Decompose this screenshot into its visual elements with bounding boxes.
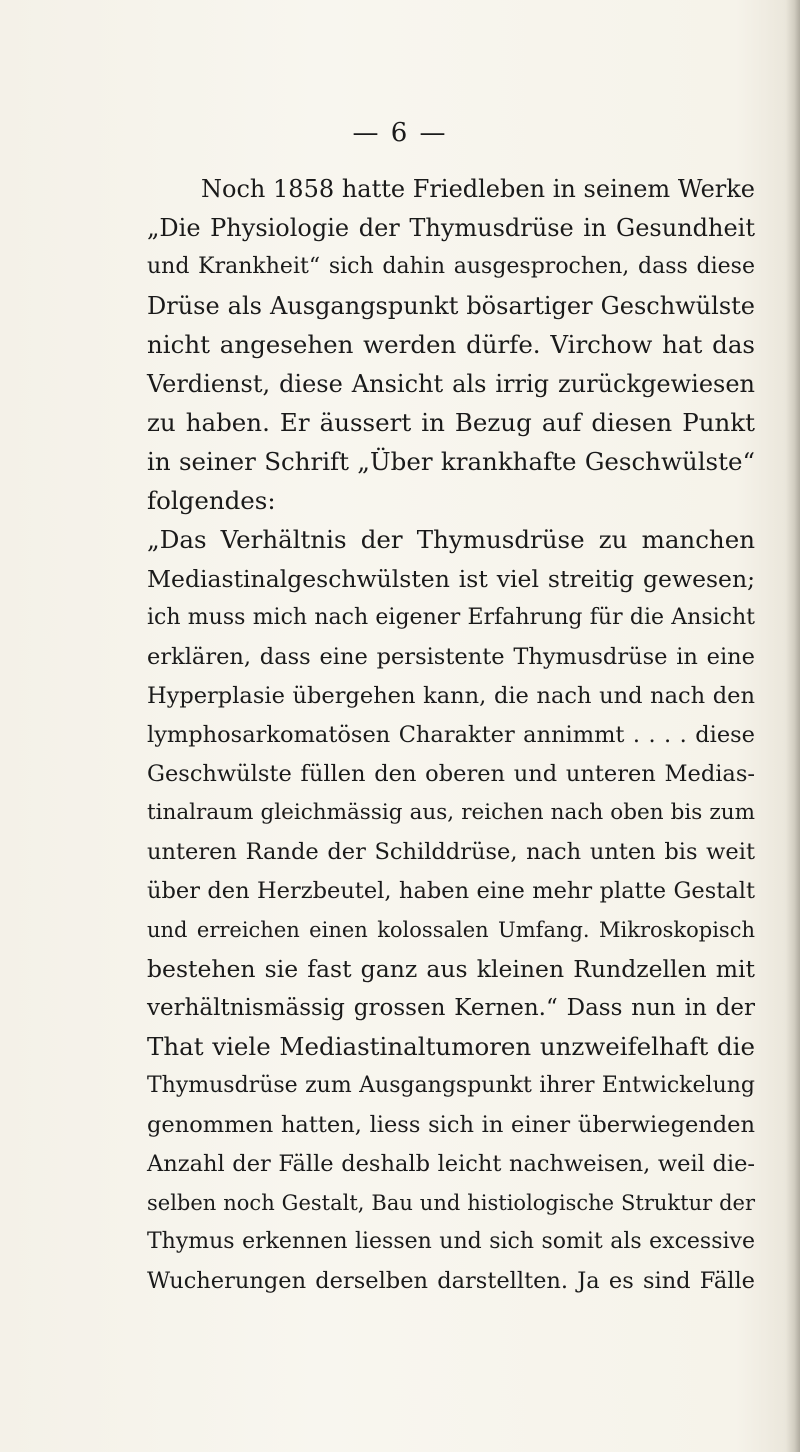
text-line: verhältnismässig grossen Kernen.“ Dass nun in der — [147, 995, 755, 1021]
text-line: erklären, dass eine persistente Thymusdrüse in eine — [147, 644, 755, 670]
text-line: unteren Rande der Schilddrüse, nach unten bis weit — [147, 839, 755, 865]
text-line: folgendes: — [147, 486, 276, 515]
text-line: ich muss mich nach eigener Erfahrung für die Ansicht — [147, 605, 755, 630]
text-line: Anzahl der Fälle deshalb leicht nachweisen, weil die- — [147, 1151, 755, 1177]
text-line: Wucherungen derselben darstellten. Ja es sind Fälle — [147, 1268, 755, 1294]
text-line: Mediastinalgeschwülsten ist viel streitig gewesen; — [147, 565, 755, 593]
text-line: selben noch Gestalt, Bau und histiologische Struktur der — [147, 1191, 755, 1215]
text-line: bestehen sie fast ganz aus kleinen Rundzellen mit — [147, 955, 755, 983]
text-line: tinalraum gleichmässig aus, reichen nach oben bis zum — [147, 800, 755, 825]
text-line: nicht angesehen werden dürfe. Virchow hat das — [147, 330, 755, 359]
text-line: Hyperplasie übergehen kann, die nach und nach den — [147, 683, 755, 709]
text-line: Thymus erkennen liessen und sich somit als excessive — [147, 1229, 755, 1254]
text-line: Verdienst, diese Ansicht als irrig zurückgewiesen — [147, 370, 755, 398]
page-edge-shadow — [786, 0, 800, 1452]
text-line: lymphosarkomatösen Charakter annimmt . . . . diese — [147, 722, 755, 748]
text-line: Drüse als Ausgangspunkt bösartiger Geschwülste — [147, 292, 755, 320]
text-line: Thymusdrüse zum Ausgangspunkt ihrer Entwickelung — [147, 1073, 755, 1098]
text-line: über den Herzbeutel, haben eine mehr platte Gestalt — [147, 878, 755, 904]
text-line: Noch 1858 hatte Friedleben in seinem Werke — [201, 175, 755, 203]
text-line: und Krankheit“ sich dahin ausgesprochen, dass diese — [147, 254, 755, 279]
text-line: und erreichen einen kolossalen Umfang. Mikroskopisch — [147, 918, 755, 942]
page-number: — 6 — — [352, 118, 448, 148]
text-line: „Die Physiologie der Thymusdrüse in Gesundheit — [147, 214, 755, 242]
text-line: „Das Verhältnis der Thymusdrüse zu manchen — [147, 525, 755, 554]
text-line: That viele Mediastinaltumoren unzweifelhaft die — [147, 1032, 755, 1061]
text-line: in seiner Schrift „Über krankhafte Geschwülste“ — [147, 447, 755, 476]
text-line: zu haben. Er äussert in Bezug auf diesen Punkt — [147, 408, 755, 437]
text-line: genommen hatten, liess sich in einer überwiegenden — [147, 1112, 755, 1138]
text-line: Geschwülste füllen den oberen und unteren Medias- — [147, 761, 755, 787]
